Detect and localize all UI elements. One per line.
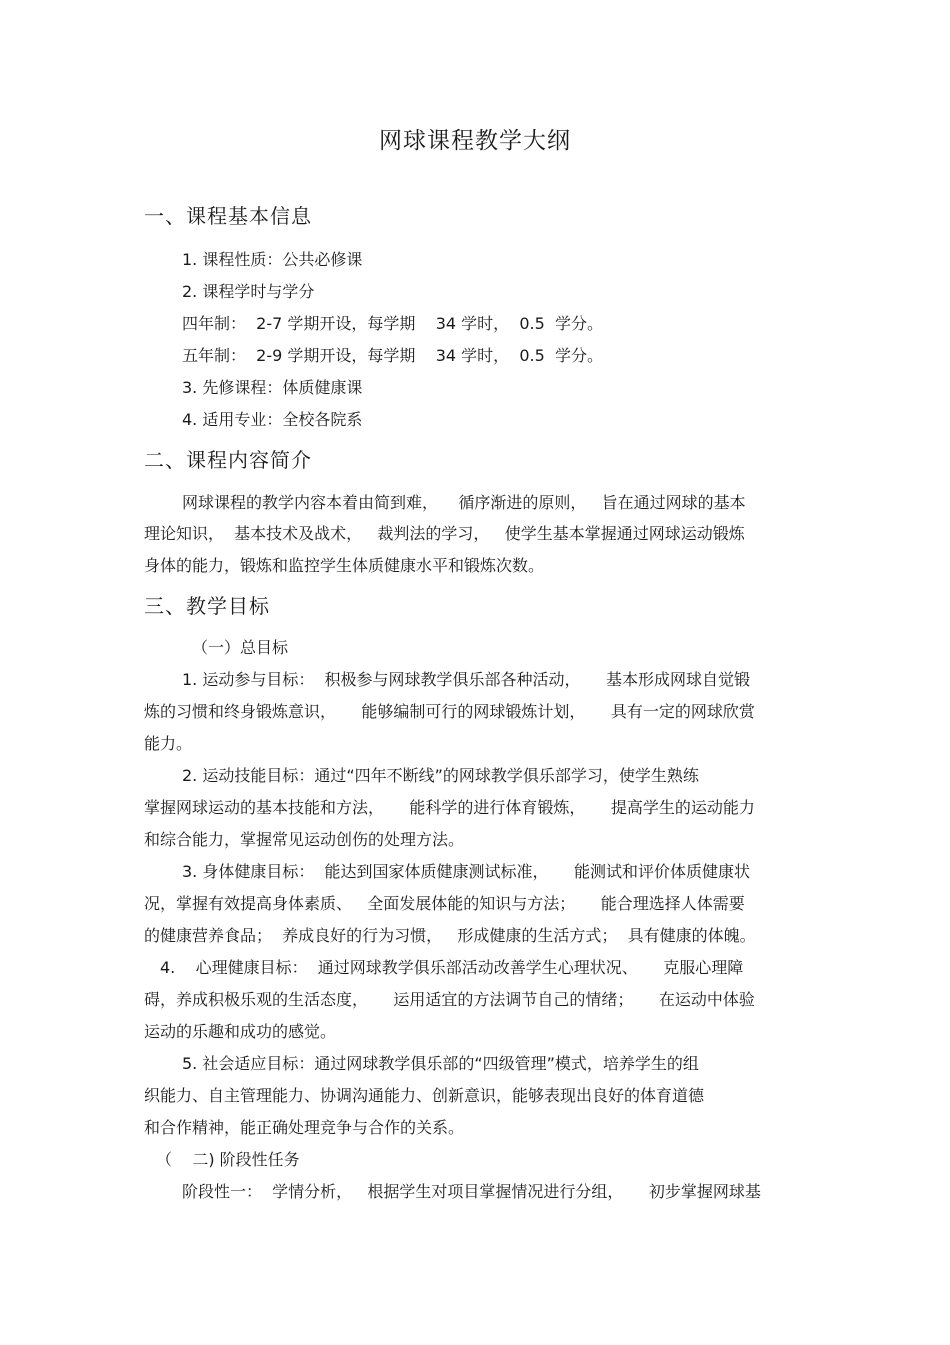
document-title: 网球课程教学大纲: [379, 128, 571, 154]
info-majors: 4. 适用专业：全校各院系: [182, 410, 363, 429]
subheading-stage-tasks: （ 二) 阶段性任务: [156, 1150, 300, 1169]
stage-one-line: 阶段性一： 学情分析， 根据学生对项目掌握情况进行分组， 初步掌握网球基: [182, 1182, 761, 1201]
section-heading-basic-info: 一、课程基本信息: [144, 204, 312, 228]
content-paragraph-line: 理论知识， 基本技术及战术， 裁判法的学习， 使学生基本掌握通过网球运动锻炼: [144, 524, 745, 543]
goal-social-line: 和合作精神，能正确处理竞争与合作的关系。: [144, 1118, 465, 1137]
goal-mental-line: 碍，养成积极乐观的生活态度， 运用适宜的方法调节自己的情绪； 在运动中体验: [144, 990, 755, 1009]
goal-participation-line: 炼的习惯和终身锻炼意识， 能够编制可行的网球锻炼计划， 具有一定的网球欣赏: [144, 702, 755, 721]
content-paragraph-line: 身体的能力，锻炼和监控学生体质健康水平和锻炼次数。: [144, 556, 545, 575]
info-five-year: 五年制： 2-9 学期开设，每学期 34 学时， 0.5 学分。: [182, 346, 603, 365]
info-hours-credits: 2. 课程学时与学分: [182, 282, 315, 301]
goal-social-line: 织能力、自主管理能力、协调沟通能力、创新意识，能够表现出良好的体育道德: [144, 1086, 705, 1105]
goal-skill-line: 和综合能力，掌握常见运动创伤的处理方法。: [144, 830, 465, 849]
goal-mental-line: 4. 心理健康目标： 通过网球教学俱乐部活动改善学生心理状况、 克服心理障: [160, 958, 744, 977]
goal-health-line: 况，掌握有效提高身体素质、 全面发展体能的知识与方法； 能合理选择人体需要: [144, 894, 745, 913]
goal-skill-line: 掌握网球运动的基本技能和方法， 能科学的进行体育锻炼， 提高学生的运动能力: [144, 798, 755, 817]
info-four-year: 四年制： 2-7 学期开设，每学期 34 学时， 0.5 学分。: [182, 314, 603, 333]
info-prerequisite: 3. 先修课程：体质健康课: [182, 378, 363, 397]
goal-health-line: 3. 身体健康目标： 能达到国家体质健康测试标准， 能测试和评价体质健康状: [182, 862, 750, 881]
goal-social-line: 5. 社会适应目标：通过网球教学俱乐部的“四级管理”模式，培养学生的组: [182, 1054, 699, 1073]
section-heading-content: 二、课程内容简介: [144, 448, 312, 472]
goal-participation-line: 1. 运动参与目标： 积极参与网球教学俱乐部各种活动， 基本形成网球自觉锻: [182, 670, 750, 689]
section-heading-goals: 三、教学目标: [144, 594, 270, 618]
subheading-overall-goals: （一）总目标: [192, 638, 289, 657]
content-paragraph-line: 网球课程的教学内容本着由简到难， 循序渐进的原则， 旨在通过网球的基本: [182, 493, 746, 512]
info-course-nature: 1. 课程性质：公共必修课: [182, 250, 363, 269]
goal-health-line: 的健康营养食品； 养成良好的行为习惯， 形成健康的生活方式； 具有健康的体魄。: [144, 926, 756, 945]
goal-mental-line: 运动的乐趣和成功的感觉。: [144, 1022, 337, 1041]
goal-participation-line: 能力。: [144, 734, 193, 753]
goal-skill-line: 2. 运动技能目标：通过“四年不断线”的网球教学俱乐部学习，使学生熟练: [182, 766, 699, 785]
